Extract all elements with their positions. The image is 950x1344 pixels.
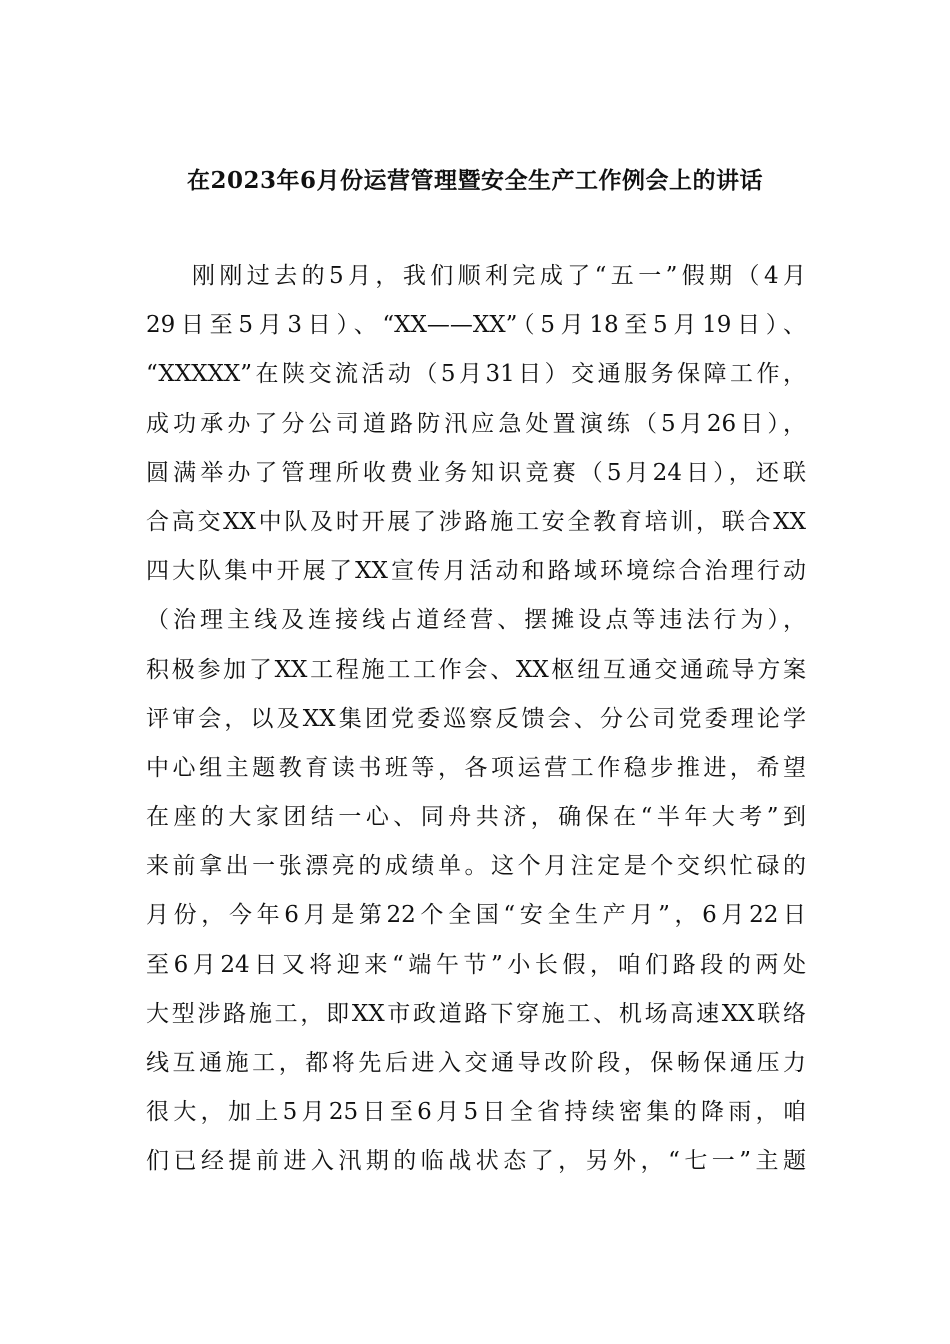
body-line-18: 很大，加上5月25日至6月5日全省持续密集的降雨，咱	[146, 1099, 806, 1126]
body-paragraph	[146, 252, 806, 1187]
body-line-5: 圆满举办了管理所收费业务知识竞赛（5月24日），还联	[146, 459, 806, 486]
body-line-6: 合高交XX中队及时开展了涉路施工安全教育培训，联合XX	[146, 508, 806, 535]
body-line-16: 大型涉路施工，即XX市政道路下穿施工、机场高速XX联络	[146, 1000, 806, 1027]
body-line-3: “XXXXX”在陕交流活动（5月31日）交通服务保障工作，	[146, 361, 806, 388]
body-line-7: 四大队集中开展了XX宣传月活动和路域环境综合治理行动	[146, 558, 806, 585]
body-line-19: 们已经提前进入汛期的临战状态了，另外，“七一”主题	[146, 1148, 806, 1175]
body-line-4: 成功承办了分公司道路防汛应急处置演练（5月26日），	[146, 410, 806, 437]
body-line-12: 在座的大家团结一心、同舟共济，确保在“半年大考”到	[146, 804, 806, 831]
body-line-11: 中心组主题教育读书班等，各项运营工作稳步推进，希望	[146, 754, 806, 781]
document-title: 在2023年6月份运营管理暨安全生产工作例会上的讲话	[186, 167, 764, 194]
body-line-2: 29日至5月3日）、“XX——XX”（5月18至5月19日）、	[146, 312, 806, 339]
body-line-13: 来前拿出一张漂亮的成绩单。这个月注定是个交织忙碌的	[146, 853, 806, 880]
body-line-10: 评审会，以及XX集团党委巡察反馈会、分公司党委理论学	[146, 705, 806, 732]
body-line-8: （治理主线及连接线占道经营、摆摊设点等违法行为），	[146, 607, 806, 634]
body-line-14: 月份，今年6月是第22个全国“安全生产月”，6月22日	[146, 902, 806, 929]
body-line-17: 线互通施工，都将先后进入交通导改阶段，保畅保通压力	[146, 1050, 806, 1076]
body-line-1: 刚刚过去的5月，我们顺利完成了“五一”假期（4月	[192, 263, 806, 289]
body-line-9: 积极参加了XX工程施工工作会、XX枢纽互通交通疏导方案	[146, 656, 806, 683]
body-line-15: 至6月24日又将迎来“端午节”小长假，咱们路段的两处	[146, 951, 806, 978]
